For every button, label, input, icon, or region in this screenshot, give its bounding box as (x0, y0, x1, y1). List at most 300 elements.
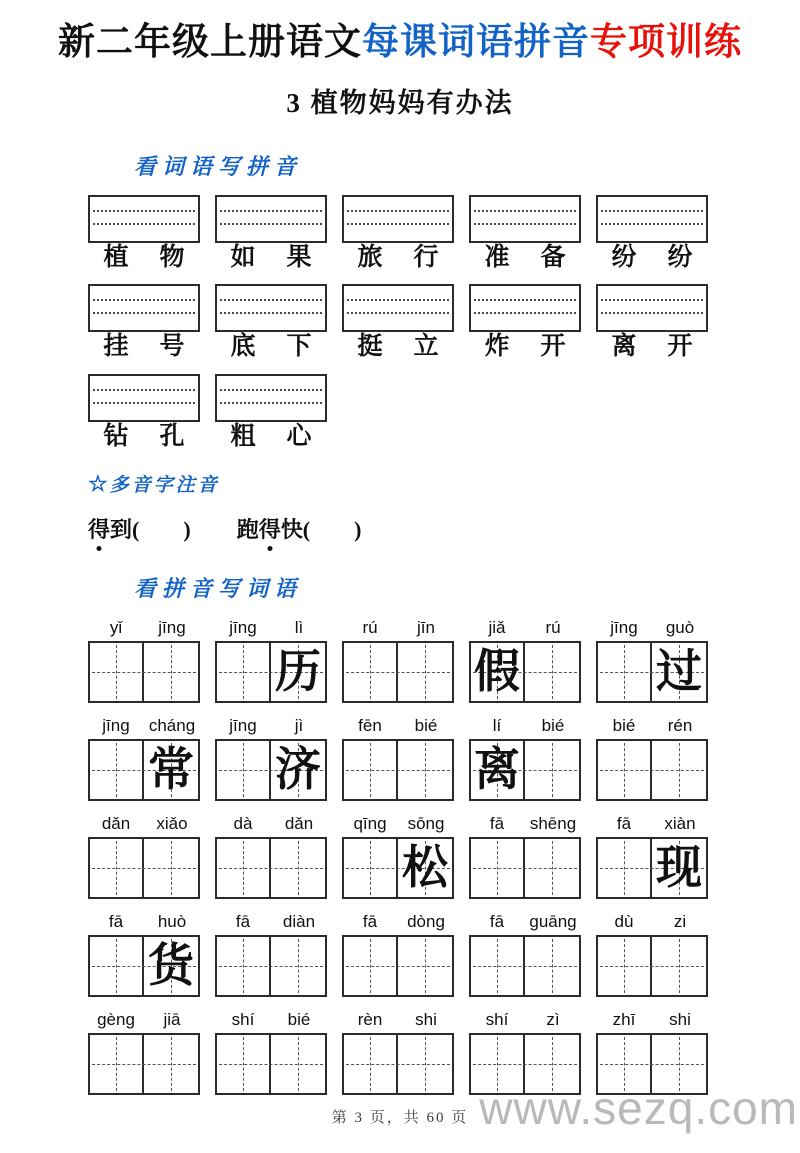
tian-grid-cell[interactable] (271, 741, 325, 799)
pinyin-syllable: huò (157, 912, 187, 932)
answer-char: 假 (474, 646, 520, 698)
answer-char (144, 643, 198, 701)
word-char: 纷 (611, 243, 637, 271)
word-label (342, 333, 454, 361)
pinyin-syllable: guò (665, 618, 695, 638)
title-part-blue: 每课词语拼音 (362, 22, 590, 63)
pinyin-writing-group (215, 374, 327, 451)
pinyin-label (342, 715, 454, 739)
writing-guide-line (93, 312, 195, 314)
answer-char (344, 643, 396, 701)
tian-grid-cell[interactable] (217, 1035, 271, 1093)
grid-row (88, 715, 724, 801)
pinyin-writing-group (88, 195, 200, 272)
character-writing-group (88, 617, 200, 703)
word-row (88, 374, 724, 451)
pinyin-writing-box[interactable] (342, 284, 454, 332)
answer-char (271, 1035, 325, 1093)
tian-grid[interactable] (88, 641, 200, 703)
tian-grid[interactable] (342, 1033, 454, 1095)
tian-grid[interactable] (215, 837, 327, 899)
pinyin-syllable: jīng (610, 618, 638, 638)
word-char: 物 (159, 243, 185, 271)
pinyin-syllable: shí (231, 1010, 255, 1030)
pinyin-writing-group (88, 374, 200, 451)
pinyin-syllable: xiǎo (156, 814, 188, 834)
pinyin-writing-box[interactable] (596, 195, 708, 243)
pinyin-syllable: bié (541, 716, 565, 736)
pinyin-label (88, 617, 200, 641)
tian-grid[interactable] (596, 837, 708, 899)
pinyin-syllable: guāng (529, 912, 577, 932)
pinyin-syllable: xiàn (664, 814, 696, 834)
pinyin-syllable: cháng (148, 716, 196, 736)
tian-grid[interactable] (88, 1033, 200, 1095)
tian-grid-cell[interactable] (90, 1035, 144, 1093)
answer-char (652, 937, 706, 995)
plain-char: 到 (110, 517, 133, 543)
polyphone-item-2 (237, 517, 362, 542)
polyphone-header-label: 多音字注音 (109, 475, 220, 497)
character-writing-group (342, 715, 454, 801)
tian-grid-cell[interactable] (471, 643, 525, 701)
tian-grid-cell[interactable] (90, 741, 144, 799)
writing-guide-line (93, 223, 195, 225)
polyphone-exercise (88, 513, 800, 544)
answer-char (144, 1035, 198, 1093)
character-writing-group (342, 1009, 454, 1095)
writing-guide-line (220, 402, 322, 404)
polyphone-header (88, 470, 800, 497)
word-label (469, 333, 581, 361)
word-char: 钻 (103, 422, 129, 450)
tian-grid-cell[interactable] (398, 937, 452, 995)
tian-grid-cell[interactable] (344, 937, 398, 995)
tian-grid-cell[interactable] (598, 839, 652, 897)
answer-blank[interactable] (303, 517, 362, 542)
answer-char (398, 937, 452, 995)
tian-grid-cell[interactable] (271, 643, 325, 701)
tian-grid-cell[interactable] (471, 839, 525, 897)
pinyin-syllable: fēn (358, 716, 382, 736)
answer-char (525, 937, 579, 995)
pinyin-writing-group (596, 195, 708, 272)
tian-grid[interactable] (215, 641, 327, 703)
tian-grid-cell[interactable] (90, 937, 144, 995)
writing-guide-line (347, 223, 449, 225)
writing-guide-line (474, 312, 576, 314)
writing-guide-line (601, 299, 703, 301)
answer-char: 济 (275, 744, 321, 796)
pinyin-label (596, 617, 708, 641)
tian-grid-cell[interactable] (398, 1035, 452, 1093)
tian-grid[interactable] (342, 837, 454, 899)
answer-char (471, 937, 523, 995)
tian-grid-cell[interactable] (144, 839, 198, 897)
pinyin-syllable: jīng (102, 716, 130, 736)
tian-grid-cell[interactable] (398, 839, 452, 897)
watermark: www.sezq.com (479, 1082, 798, 1134)
answer-char (598, 937, 650, 995)
tian-grid[interactable] (596, 739, 708, 801)
tian-grid[interactable] (342, 935, 454, 997)
pinyin-label (215, 715, 327, 739)
pinyin-label (88, 715, 200, 739)
paren-close: ) (183, 517, 191, 543)
answer-char (525, 643, 579, 701)
tian-grid[interactable] (88, 739, 200, 801)
writing-guide-line (474, 299, 576, 301)
tian-grid-cell[interactable] (471, 937, 525, 995)
word-char: 开 (667, 333, 693, 361)
tian-grid-cell[interactable] (525, 643, 579, 701)
pinyin-syllable: dà (233, 814, 253, 834)
answer-char: 常 (148, 744, 194, 796)
pinyin-syllable: zì (546, 1010, 560, 1030)
tian-grid[interactable] (469, 641, 581, 703)
word-label (88, 423, 200, 451)
answer-char (90, 937, 142, 995)
tian-grid-cell[interactable] (652, 839, 706, 897)
pinyin-writing-box[interactable] (88, 374, 200, 422)
answer-char: 过 (656, 646, 702, 698)
word-char: 炸 (484, 333, 510, 361)
pinyin-syllable: shí (485, 1010, 509, 1030)
writing-guide-line (220, 299, 322, 301)
pinyin-syllable: shēng (529, 814, 577, 834)
pinyin-label (596, 715, 708, 739)
word-char: 准 (484, 243, 510, 271)
character-writing-group (469, 911, 581, 997)
character-writing-section (88, 617, 724, 1095)
pinyin-syllable: jīng (229, 618, 257, 638)
answer-char (344, 839, 396, 897)
pinyin-syllable: rèn (357, 1010, 383, 1030)
worksheet-page (0, 22, 800, 1134)
tian-grid[interactable] (469, 935, 581, 997)
pinyin-writing-box[interactable] (342, 195, 454, 243)
tian-grid-cell[interactable] (144, 643, 198, 701)
pinyin-writing-group (596, 284, 708, 361)
word-char: 纷 (667, 243, 693, 271)
pinyin-label (469, 813, 581, 837)
tian-grid-cell[interactable] (344, 839, 398, 897)
pinyin-syllable: dǎn (284, 814, 314, 834)
tian-grid[interactable] (88, 935, 200, 997)
tian-grid-cell[interactable] (525, 839, 579, 897)
pinyin-syllable: bié (287, 1010, 311, 1030)
pinyin-label (342, 813, 454, 837)
pinyin-writing-group (469, 195, 581, 272)
answer-char: 历 (275, 646, 321, 698)
tian-grid[interactable] (342, 641, 454, 703)
pinyin-syllable: fā (489, 814, 505, 834)
tian-grid-cell[interactable] (217, 839, 271, 897)
answer-char (598, 643, 650, 701)
section1-header: 看词语写拼音 (134, 153, 303, 179)
pinyin-syllable: fā (108, 912, 124, 932)
dotted-char: 得 (88, 513, 110, 544)
answer-char (217, 741, 269, 799)
pinyin-syllable: fā (616, 814, 632, 834)
pinyin-label (469, 911, 581, 935)
word-label (215, 333, 327, 361)
writing-guide-line (601, 223, 703, 225)
tian-grid-cell[interactable] (271, 1035, 325, 1093)
word-char: 心 (286, 422, 312, 450)
tian-grid[interactable] (215, 935, 327, 997)
pinyin-label (469, 715, 581, 739)
character-writing-group (215, 911, 327, 997)
character-writing-group (215, 1009, 327, 1095)
tian-grid-cell[interactable] (144, 741, 198, 799)
pinyin-writing-group (342, 284, 454, 361)
word-label (88, 333, 200, 361)
pinyin-syllable: fā (362, 912, 378, 932)
word-label (596, 244, 708, 272)
tian-grid-cell[interactable] (471, 741, 525, 799)
tian-grid[interactable] (469, 837, 581, 899)
grid-row (88, 813, 724, 899)
pinyin-writing-box[interactable] (215, 374, 327, 422)
word-char: 开 (540, 333, 566, 361)
answer-char (398, 1035, 452, 1093)
writing-guide-line (93, 389, 195, 391)
answer-char (271, 937, 325, 995)
answer-char (344, 937, 396, 995)
writing-guide-line (474, 223, 576, 225)
pinyin-label (88, 911, 200, 935)
character-writing-group (469, 715, 581, 801)
tian-grid-cell[interactable] (398, 741, 452, 799)
writing-guide-line (347, 312, 449, 314)
pinyin-syllable: lì (294, 618, 304, 638)
dotted-char: 得 (259, 513, 281, 544)
writing-guide-line (601, 312, 703, 314)
pinyin-writing-box[interactable] (469, 195, 581, 243)
answer-char: 松 (402, 842, 448, 894)
pinyin-label (342, 911, 454, 935)
pinyin-syllable: bié (612, 716, 636, 736)
word-char: 果 (286, 243, 312, 271)
word-row (88, 284, 724, 361)
pinyin-writing-box[interactable] (215, 195, 327, 243)
tian-grid-cell[interactable] (217, 937, 271, 995)
pinyin-label (88, 1009, 200, 1033)
writing-guide-line (220, 389, 322, 391)
pinyin-writing-box[interactable] (469, 284, 581, 332)
pinyin-syllable: dǎn (101, 814, 131, 834)
tian-grid[interactable] (342, 739, 454, 801)
tian-grid[interactable] (88, 837, 200, 899)
answer-char (217, 937, 269, 995)
tian-grid-cell[interactable] (271, 937, 325, 995)
answer-blank[interactable] (132, 517, 191, 542)
answer-char (271, 839, 325, 897)
tian-grid-cell[interactable] (398, 643, 452, 701)
lesson-title: 3 植物妈妈有办法 (286, 87, 514, 118)
answer-char: 货 (148, 940, 194, 992)
writing-guide-line (474, 210, 576, 212)
answer-char (217, 839, 269, 897)
answer-char: 离 (474, 744, 520, 796)
writing-guide-line (220, 210, 322, 212)
pinyin-syllable: qīng (353, 814, 387, 834)
tian-grid[interactable] (596, 935, 708, 997)
tian-grid-cell[interactable] (598, 741, 652, 799)
tian-grid-cell[interactable] (525, 741, 579, 799)
answer-char (398, 741, 452, 799)
pinyin-syllable: shi (415, 1010, 437, 1030)
character-writing-group (469, 617, 581, 703)
pinyin-writing-box[interactable] (88, 284, 200, 332)
word-char: 挂 (103, 333, 129, 361)
tian-grid-cell[interactable] (598, 937, 652, 995)
answer-char (217, 643, 269, 701)
pinyin-syllable: sōng (407, 814, 445, 834)
tian-grid-cell[interactable] (90, 643, 144, 701)
pinyin-syllable: rú (362, 618, 378, 638)
title-part-black: 新二年级上册语文 (58, 22, 362, 63)
word-char: 备 (540, 243, 566, 271)
character-writing-group (596, 715, 708, 801)
tian-grid[interactable] (469, 739, 581, 801)
word-char: 离 (611, 333, 637, 361)
answer-char (90, 1035, 142, 1093)
section2-header: 看拼音写词语 (134, 576, 303, 602)
pinyin-syllable: jīng (158, 618, 186, 638)
character-writing-group (88, 715, 200, 801)
tian-grid-cell[interactable] (217, 741, 271, 799)
pinyin-writing-box[interactable] (596, 284, 708, 332)
paren-open: ( (302, 517, 311, 543)
writing-guide-line (347, 210, 449, 212)
writing-guide-line (347, 299, 449, 301)
word-char: 如 (230, 243, 256, 271)
character-writing-group (342, 617, 454, 703)
pinyin-syllable: diàn (282, 912, 316, 932)
pinyin-syllable: jīng (229, 716, 257, 736)
paren-close: ) (354, 517, 362, 543)
word-row (88, 195, 724, 272)
tian-grid-cell[interactable] (652, 937, 706, 995)
tian-grid-cell[interactable] (598, 643, 652, 701)
character-writing-group (342, 911, 454, 997)
tian-grid-cell[interactable] (217, 643, 271, 701)
character-writing-group (215, 813, 327, 899)
word-char: 底 (230, 333, 256, 361)
writing-guide-line (220, 223, 322, 225)
character-writing-group (88, 813, 200, 899)
writing-guide-line (93, 402, 195, 404)
answer-char (217, 1035, 269, 1093)
tian-grid-cell[interactable] (344, 741, 398, 799)
writing-guide-line (93, 299, 195, 301)
word-label (215, 244, 327, 272)
answer-char (90, 839, 142, 897)
character-writing-group (342, 813, 454, 899)
word-char: 粗 (230, 422, 256, 450)
word-char: 行 (413, 243, 439, 271)
character-writing-group (88, 1009, 200, 1095)
tian-grid[interactable] (215, 739, 327, 801)
star-icon: ☆ (88, 471, 108, 497)
pinyin-label (596, 911, 708, 935)
answer-char (344, 1035, 396, 1093)
tian-grid[interactable] (215, 1033, 327, 1095)
tian-grid-cell[interactable] (144, 1035, 198, 1093)
pinyin-syllable: zi (673, 912, 687, 932)
pinyin-syllable: zhī (612, 1010, 636, 1030)
pinyin-syllable: shi (669, 1010, 691, 1030)
word-char: 下 (286, 333, 312, 361)
character-writing-group (215, 715, 327, 801)
word-label (596, 333, 708, 361)
pinyin-writing-group (215, 195, 327, 272)
grid-row (88, 617, 724, 703)
pinyin-syllable: jì (294, 716, 304, 736)
answer-char (90, 643, 142, 701)
page-title (0, 22, 800, 65)
pinyin-label (215, 617, 327, 641)
writing-guide-line (601, 210, 703, 212)
tian-grid-cell[interactable] (90, 839, 144, 897)
tian-grid-cell[interactable] (652, 741, 706, 799)
pinyin-label (342, 1009, 454, 1033)
character-writing-group (215, 617, 327, 703)
answer-char (598, 741, 650, 799)
character-writing-group (88, 911, 200, 997)
answer-char (398, 643, 452, 701)
tian-grid-cell[interactable] (652, 643, 706, 701)
tian-grid-cell[interactable] (271, 839, 325, 897)
answer-char (144, 839, 198, 897)
word-char: 挺 (357, 333, 383, 361)
answer-char (344, 741, 396, 799)
word-label (469, 244, 581, 272)
pinyin-syllable: gèng (97, 1010, 135, 1030)
pinyin-label (596, 1009, 708, 1033)
plain-char: 跑 (236, 517, 259, 543)
pinyin-syllable: bié (414, 716, 438, 736)
tian-grid-cell[interactable] (525, 937, 579, 995)
pinyin-label (469, 1009, 581, 1033)
pinyin-label (215, 911, 327, 935)
pinyin-writing-section (88, 195, 724, 451)
answer-char (652, 741, 706, 799)
word-char: 立 (413, 333, 439, 361)
pinyin-syllable: dù (614, 912, 634, 932)
pinyin-writing-box[interactable] (88, 195, 200, 243)
tian-grid-cell[interactable] (144, 937, 198, 995)
plain-char: 快 (280, 517, 303, 543)
pinyin-syllable: jiǎ (488, 618, 506, 638)
grid-row (88, 911, 724, 997)
character-writing-group (469, 813, 581, 899)
pinyin-syllable: yǐ (109, 618, 123, 638)
pinyin-label (215, 813, 327, 837)
tian-grid[interactable] (596, 641, 708, 703)
paren-open: ( (132, 517, 140, 543)
answer-char (525, 839, 579, 897)
character-writing-group (596, 911, 708, 997)
tian-grid-cell[interactable] (344, 1035, 398, 1093)
writing-guide-line (93, 210, 195, 212)
tian-grid-cell[interactable] (344, 643, 398, 701)
answer-char (90, 741, 142, 799)
word-label (342, 244, 454, 272)
pinyin-writing-box[interactable] (215, 284, 327, 332)
